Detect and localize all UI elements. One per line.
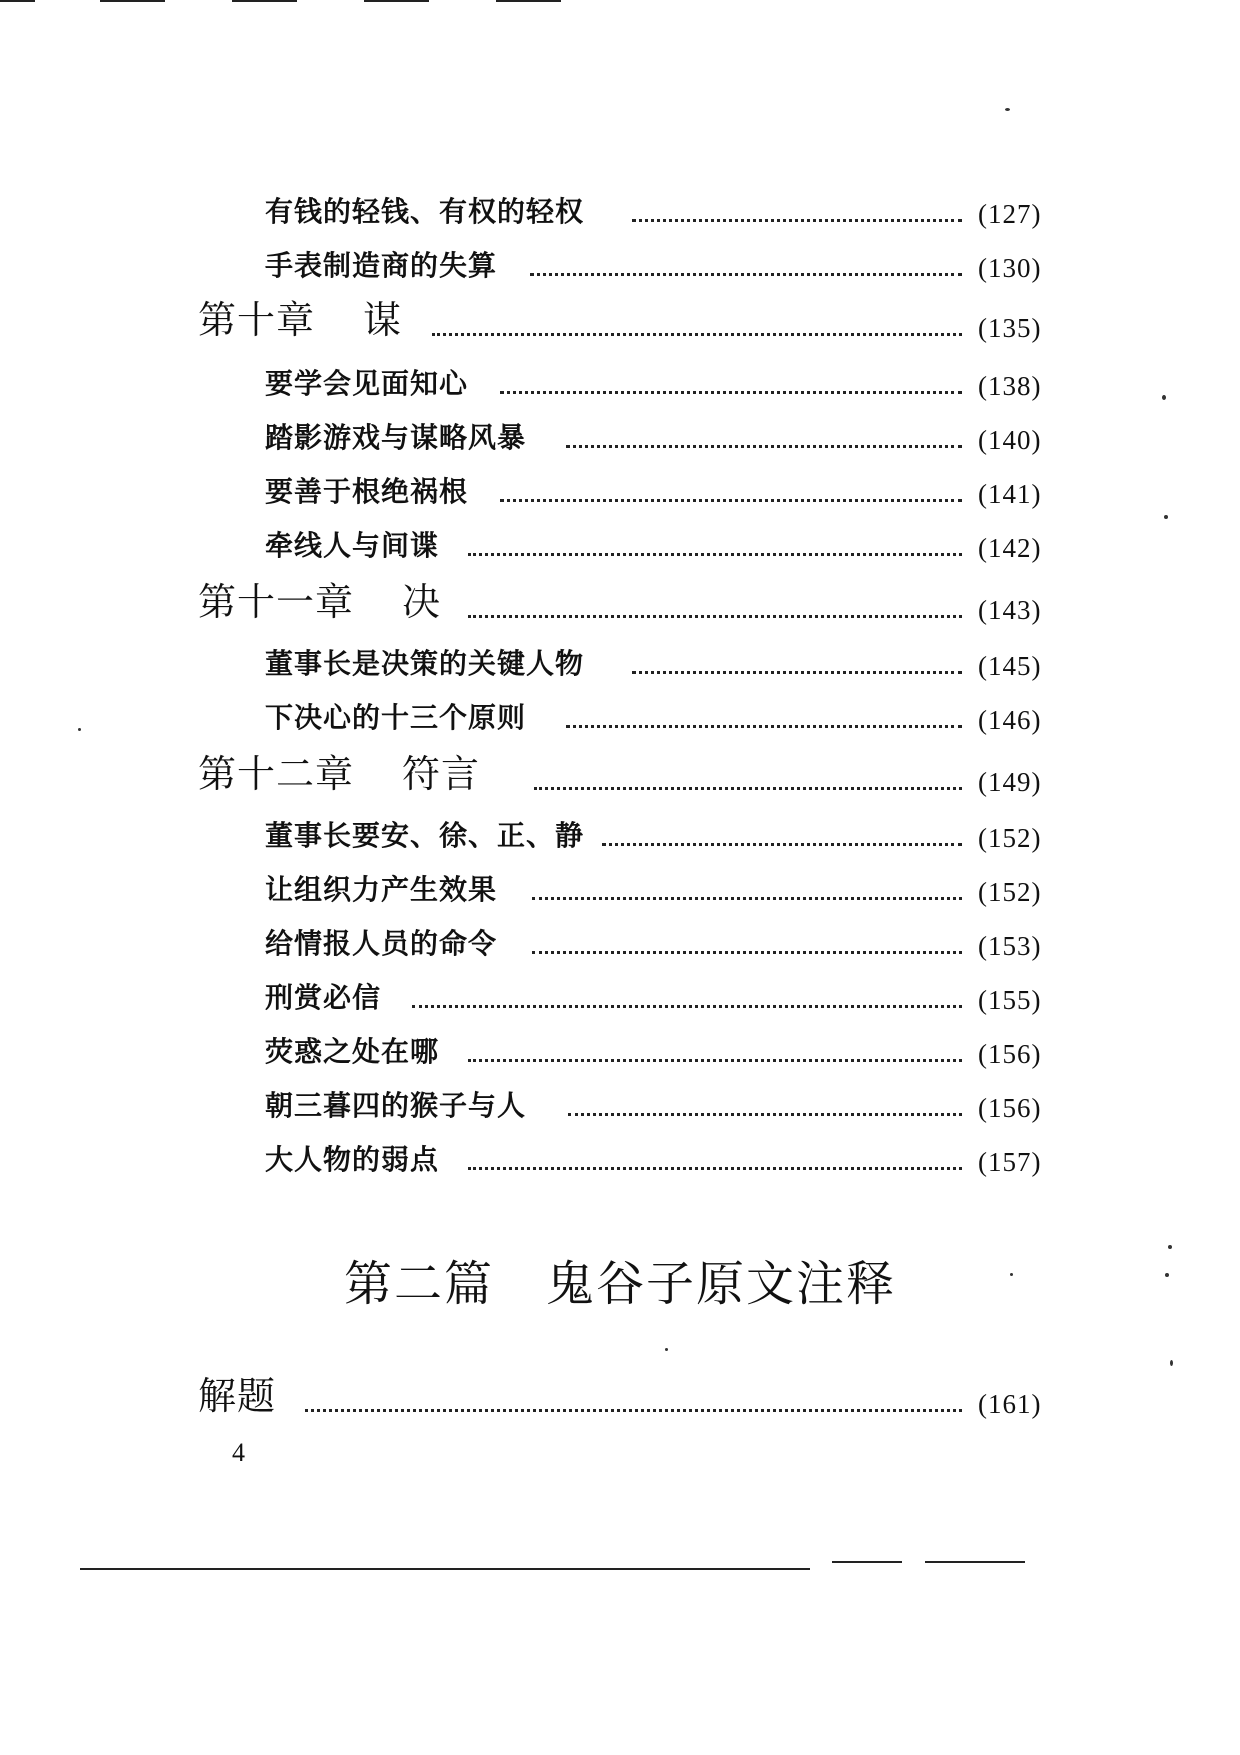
dot-leader: [468, 553, 962, 556]
toc-entry-title: 荧惑之处在哪: [265, 1035, 440, 1068]
scan-speck: [1170, 1360, 1173, 1366]
toc-chapter-entry[interactable]: [0, 752, 1240, 804]
dot-leader: [532, 951, 962, 954]
top-rule: [232, 0, 297, 2]
toc-entry[interactable]: [0, 696, 1240, 742]
scan-speck: [1005, 108, 1010, 111]
toc-entry-title: 朝三暮四的猴子与人: [265, 1089, 527, 1122]
toc-entry-page: (161): [978, 1389, 1042, 1419]
chapter-name: 符言: [402, 752, 481, 796]
chapter-number: 第十章: [198, 298, 316, 342]
toc-entry[interactable]: [0, 1030, 1240, 1076]
dot-leader: [566, 445, 962, 448]
toc-chapter-entry[interactable]: [0, 298, 1240, 350]
toc-entry-page: (145): [978, 651, 1042, 681]
bottom-rule: [832, 1561, 902, 1563]
toc-entry[interactable]: [0, 976, 1240, 1022]
toc-entry[interactable]: [0, 470, 1240, 516]
toc-entry-page: (142): [978, 533, 1042, 563]
toc-entry[interactable]: [0, 814, 1240, 860]
toc-entry[interactable]: [0, 190, 1240, 236]
dot-leader: [432, 333, 962, 336]
toc-entry[interactable]: [0, 524, 1240, 570]
chapter-number: 第十一章: [198, 580, 355, 624]
dot-leader: [468, 1059, 962, 1062]
part-heading: [0, 1245, 1240, 1314]
toc-chapter-title: [198, 571, 441, 626]
toc-entry-title: 牵线人与间谍: [265, 529, 440, 562]
dot-leader: [568, 1113, 962, 1116]
page-number: 4: [232, 1438, 245, 1467]
toc-entry[interactable]: [0, 1138, 1240, 1184]
dot-leader: [532, 897, 962, 900]
chapter-name: 谋: [363, 298, 403, 342]
toc-entry-title: 大人物的弱点: [265, 1143, 440, 1176]
toc-entry-page: (152): [978, 823, 1042, 853]
dot-leader: [632, 219, 962, 222]
dot-leader: [500, 391, 962, 394]
dot-leader: [632, 671, 962, 674]
dot-leader: [602, 843, 962, 846]
toc-entry-page: (140): [978, 425, 1042, 455]
toc-entry-page: (138): [978, 371, 1042, 401]
toc-entry-title: 刑赏必信: [265, 981, 382, 1014]
dot-leader: [566, 725, 962, 728]
part-number: 第二篇: [343, 1256, 494, 1312]
toc-entry-title: 手表制造商的失算: [265, 249, 498, 282]
toc-entry-page: (149): [978, 767, 1042, 797]
toc-final-entry[interactable]: [0, 1374, 1240, 1426]
toc-chapter-entry[interactable]: [0, 580, 1240, 632]
toc-entry-page: (135): [978, 313, 1042, 343]
top-rule: [0, 0, 35, 2]
bottom-rule: [925, 1561, 1025, 1563]
toc-entry-page: (157): [978, 1147, 1042, 1177]
toc-entry[interactable]: [0, 868, 1240, 914]
toc-entry-title: 下决心的十三个原则: [265, 701, 527, 734]
toc-entry[interactable]: [0, 642, 1240, 688]
dot-leader: [530, 273, 962, 276]
toc-entry[interactable]: [0, 416, 1240, 462]
toc-entry-title: 让组织力产生效果: [265, 873, 498, 906]
toc-entry-page: (130): [978, 253, 1042, 283]
toc-entry-title: 要学会见面知心: [265, 367, 469, 400]
toc-entry-title: 给情报人员的命令: [265, 927, 498, 960]
dot-leader: [468, 615, 962, 618]
dot-leader: [412, 1005, 962, 1008]
dot-leader: [534, 787, 962, 790]
scan-speck: [665, 1348, 668, 1351]
top-rule: [364, 0, 429, 2]
toc-entry[interactable]: [0, 922, 1240, 968]
toc-entry-page: (141): [978, 479, 1042, 509]
toc-entry-title: 要善于根绝祸根: [265, 475, 469, 508]
toc-entry-title: 踏影游戏与谋略风暴: [265, 421, 527, 454]
toc-entry[interactable]: [0, 244, 1240, 290]
toc-entry-title: 有钱的轻钱、有权的轻权: [265, 195, 585, 228]
toc-entry-title: 解题: [198, 1374, 277, 1418]
toc-entry-title: 董事长是决策的关键人物: [265, 647, 585, 680]
toc-entry[interactable]: [0, 1084, 1240, 1130]
toc-entry-page: (155): [978, 985, 1042, 1015]
top-rule: [100, 0, 165, 2]
top-rule: [496, 0, 561, 2]
chapter-name: 决: [402, 580, 442, 624]
toc-entry-page: (127): [978, 199, 1042, 229]
toc-entry-page: (143): [978, 595, 1042, 625]
toc-chapter-title: [198, 289, 402, 344]
chapter-number: 第十二章: [198, 752, 355, 796]
toc-entry-title: 董事长要安、徐、正、静: [265, 819, 585, 852]
dot-leader: [305, 1409, 962, 1412]
part-name: 鬼谷子原文注释: [546, 1256, 897, 1312]
dot-leader: [500, 499, 962, 502]
toc-entry-page: (146): [978, 705, 1042, 735]
toc-chapter-title: [198, 743, 480, 798]
toc-entry[interactable]: [0, 362, 1240, 408]
dot-leader: [468, 1167, 962, 1170]
toc-entry-page: (153): [978, 931, 1042, 961]
toc-entry-page: (152): [978, 877, 1042, 907]
toc-entry-page: (156): [978, 1039, 1042, 1069]
toc-entry-page: (156): [978, 1093, 1042, 1123]
bottom-rule: [80, 1568, 810, 1570]
